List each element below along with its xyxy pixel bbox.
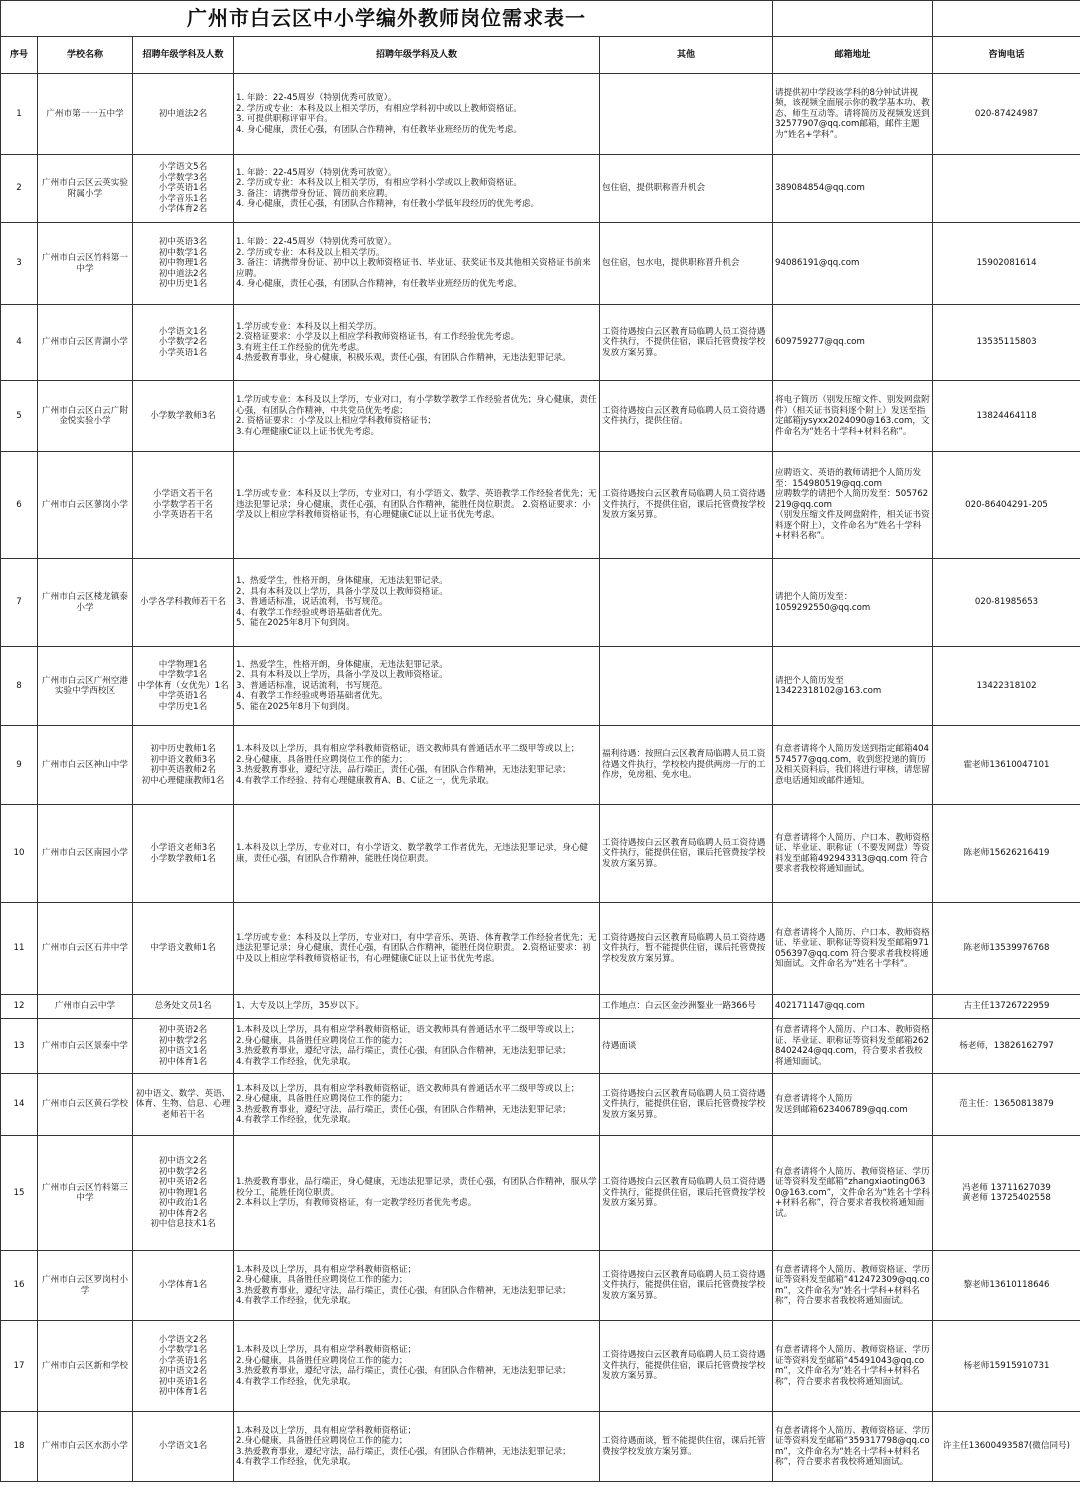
phone-cell: 020-81985653 (933, 559, 1080, 647)
other-cell: 待遇面谈 (600, 1019, 773, 1074)
requirements-cell: 1.本科及以上学历，具有相应学科教师资格证； 2.身心健康，具备胜任应聘岗位工作的能力； 3.热爱教育事业，遵纪守法，品行端正，责任心强，有团队合作精神，无违法犯罪记录； 4.有教学工作经验，优先录取。 (234, 1251, 600, 1321)
phone-cell: 13422318102 (933, 647, 1080, 726)
table-row (1, 1412, 1080, 1482)
other-cell: 福利待遇：按照白云区教育局临聘人员工资待遇文件执行，学校校内提供两房一厅的工作房，免房租、免水电。 (600, 726, 773, 805)
other-cell: 包住宿，提供职称晋升机会 (600, 155, 773, 223)
other-cell: 工资待遇按白云区教育局临聘人员工资待遇文件执行，能提供住宿，课后托管费按学校发放方案另算。 (600, 1074, 773, 1136)
subjects-cell: 小学语文1名 (133, 1412, 234, 1482)
other-cell: 工资待遇按白云区教育局临聘人员工资待遇文件执行，能提供住宿，课后托管费按学校发放方案另算。 (600, 1251, 773, 1321)
phone-cell: 黎老师13610118646 (933, 1251, 1080, 1321)
table-row (1, 903, 1080, 995)
header-row (1, 37, 1080, 74)
phone-cell: 杨老师，13826162797 (933, 1019, 1080, 1074)
email-cell: 请提供初中学段该学科的8分钟试讲视频，该视频全面展示你的教学基本功、教态、师生互动等。请将简历及视频发送到32577907@qq.com邮箱，邮件主题为“姓名+学科”。 (773, 74, 933, 155)
phone-cell: 陈老师13539976768 (933, 903, 1080, 995)
phone-cell: 020-86404291-205 (933, 452, 1080, 559)
requirements-cell: 1、大专及以上学历，35岁以下。 (234, 995, 600, 1019)
email-cell: 请把个人简历发至 13422318102@163.com (773, 647, 933, 726)
email-cell: 应聘语文、英语的教师请把个人简历发至：154980519@qq.com 应聘数学的请把个人简历发至：505762219@qq.com （别发压缩文件及网盘附件，相关证书资料逐个附上），文件命名为“姓名十学科+材料名称”。 (773, 452, 933, 559)
phone-cell: 陈老师15626216419 (933, 805, 1080, 903)
requirements-cell: 1.学历或专业：本科及以上学历，专业对口，有小学语文、数学、英语教学工作经验者优先；无违法犯罪记录；身心健康，责任心强，有团队合作精神，能胜任岗位职责。 2.资格证要求：小学及以上相应学科教师资格证书，有心理健康C证以上证书优先考虑。 (234, 452, 600, 559)
school-name: 广州市白云区南园小学 (38, 805, 133, 903)
phone-cell: 古主任13726722959 (933, 995, 1080, 1019)
row-no: 4 (1, 305, 38, 381)
email-cell: 有意者请将个人简历发送到指定邮箱404574577@qq.com，收到您投递的简历及相关资料后，我们将进行审核，请您留意电话通知或邮件通知。 (773, 726, 933, 805)
email-cell: 有意者请将个人简历、教师资格证、学历证等资料发至邮箱“359317798@qq.com”，文件命名为“姓名十学科+材料名称”，符合要求者我校将通知面试。 (773, 1412, 933, 1482)
requirements-cell: 1.学历或专业：本科及以上相关学历。 2.资格证要求：小学及以上相应学科教师资格证书，有工作经验优先考虑。 3.有班主任工作经验的优先考虑。 4.热爱教育事业，身心健康，积极乐观，责任心强，有团队合作精神，无违法犯罪记录。 (234, 305, 600, 381)
school-name: 广州市白云区云英实验附属小学 (38, 155, 133, 223)
other-cell: 工作地点：白云区金沙洲鏊业一路366号 (600, 995, 773, 1019)
row-no: 17 (1, 1321, 38, 1412)
table-row (1, 1136, 1080, 1251)
row-no: 1 (1, 74, 38, 155)
phone-cell: 020-87424987 (933, 74, 1080, 155)
subjects-cell: 中学物理1名 中学数学1名 中学体育（女优先）1名 中学英语1名 中学历史1名 (133, 647, 234, 726)
row-no: 18 (1, 1412, 38, 1482)
school-name: 广州市白云区竹料第三中学 (38, 1136, 133, 1251)
subjects-cell: 初中语文2名 初中数学2名 初中英语2名 初中物理1名 初中政治1名 初中体育2名 初中信息技术1名 (133, 1136, 234, 1251)
row-no: 13 (1, 1019, 38, 1074)
phone-cell: 13824464118 (933, 381, 1080, 452)
phone-cell (933, 155, 1080, 223)
email-cell: 有意者请将个人简历、教师资格证、学历证等资料发至邮箱“45491043@qq.com”，文件命名为“姓名十学科+材料名称”，符合要求者我校将通知面试。 (773, 1321, 933, 1412)
table-row (1, 647, 1080, 726)
table-row (1, 805, 1080, 903)
school-name: 广州市白云区青湖小学 (38, 305, 133, 381)
requirements-cell: 1、热爱学生，性格开朗，身体健康，无违法犯罪记录。 2、具有本科及以上学历，具备小学及以上教师资格证。 3、普通话标准，说话流利，书写规范。 4、有教学工作经验或粤语基础者优先。 5、能在2025年8月下旬到岗。 (234, 559, 600, 647)
row-no: 7 (1, 559, 38, 647)
header-other: 其他 (600, 37, 773, 74)
subjects-cell: 总务处文员1名 (133, 995, 234, 1019)
other-cell: 工资待遇面谈，暂不能提供住宿，课后托管费按学校发放方案另算。 (600, 1412, 773, 1482)
subjects-cell: 小学语文老师3名 小学数学教师1名 (133, 805, 234, 903)
requirements-cell: 1、热爱学生，性格开朗，身体健康，无违法犯罪记录。 2、具有本科及以上学历，具备小学及以上教师资格证。 3、普通话标准，说话流利，书写规范。 4、有教学工作经验或粤语基础者优先。 5、能在2025年8月下旬到岗。 (234, 647, 600, 726)
school-name: 广州市第一一五中学 (38, 74, 133, 155)
page-title: 广州市白云区中小学编外教师岗位需求表一 (1, 1, 773, 37)
subjects-cell: 小学语文若干名 小学数学若干名 小学英语若干名 (133, 452, 234, 559)
email-cell: 有意者请将个人简历、户口本、教师资格证、毕业证、职称证（不要发网盘）等资料发至邮箱492943313@qq.com 符合要求者我校将通知面试。 (773, 805, 933, 903)
title-empty-cell (773, 1, 933, 37)
other-cell: 工资待遇按白云区教育局临聘人员工资待遇文件执行，不提供住宿，课后托管费按学校发放方案另算。 (600, 452, 773, 559)
table-row (1, 1251, 1080, 1321)
subjects-cell: 小学各学科教师若干名 (133, 559, 234, 647)
phone-cell: 杨老师15915910731 (933, 1321, 1080, 1412)
requirements-cell: 1.学历或专业：本科及以上学历，专业对口，有小学数学教学工作经验者优先；身心健康，责任心强，有团队合作精神，中共党员优先考虑； 2. 资格证要求：小学及以上相应学科教师资格证书； 3.有心理健康C证以上证书优先考虑。 (234, 381, 600, 452)
phone-cell: 冯老师 13711627039 黄老师 13725402558 (933, 1136, 1080, 1251)
header-phone: 咨询电话 (933, 37, 1080, 74)
requirements-cell: 1. 年龄：22-45周岁（特别优秀可放宽）。 2. 学历或专业：本科及以上相关学历。 3. 备注：请携带身份证、初中以上教师资格证书、毕业证、获奖证书及其他相关资格证书前来应聘。 4. 身心健康，责任心强，有团队合作精神，有任教毕业班经历的优先考虑。 (234, 223, 600, 305)
email-cell: 有意者请将个人简历、教师资格证、学历证等资料发至邮箱“zhangxiaoting0630@163.com”，文件命名为“姓名十学科+材料名称”，符合要求者我校将通知面试。 (773, 1136, 933, 1251)
subjects-cell: 小学体育1名 (133, 1251, 234, 1321)
table-row (1, 726, 1080, 805)
school-name: 广州市白云区景泰中学 (38, 1019, 133, 1074)
email-cell: 请把个人简历发至： 1059292550@qq.com (773, 559, 933, 647)
requirements-cell: 1.本科及以上学历，具有相应学科教师资格证； 2.身心健康，具备胜任应聘岗位工作的能力； 3.热爱教育事业，遵纪守法，品行端正，责任心强，有团队合作精神，无违法犯罪记录； 4.有教学工作经验，优先录取。 (234, 1321, 600, 1412)
school-name: 广州市白云区白云广附金悦实验小学 (38, 381, 133, 452)
row-no: 15 (1, 1136, 38, 1251)
header-no: 序号 (1, 37, 38, 74)
school-name: 广州市白云区神山中学 (38, 726, 133, 805)
email-cell: 402171147@qq.com (773, 995, 933, 1019)
school-name: 广州市白云区水沥小学 (38, 1412, 133, 1482)
requirements-cell: 1.本科及以上学历，具有相应学科教师资格证，语文教师具有普通话水平二级甲等或以上； 2.身心健康，具备胜任应聘岗位工作的能力； 3.热爱教育事业，遵纪守法，品行端正，责任心强，有团队合作精神，无违法犯罪记录； 4.有教学工作经验、持有心理健康教育A、B、C证之一，优先录取。 (234, 726, 600, 805)
subjects-cell: 小学语文1名 小学数学2名 小学英语1名 (133, 305, 234, 381)
subjects-cell: 初中语文、数学、英语、体育、生物、信息、心理老师若干名 (133, 1074, 234, 1136)
subjects-cell: 小学语文2名 小学数学1名 小学英语1名 初中语文2名 初中英语1名 初中体育1名 (133, 1321, 234, 1412)
table-row (1, 155, 1080, 223)
row-no: 12 (1, 995, 38, 1019)
email-cell: 将电子简历（别发压缩文件、别发网盘附件）（相关证书资料逐个附上）发送至指定邮箱jysyxx2024090@163.com，文件命名为“姓名十学科+材料名称”。 (773, 381, 933, 452)
row-no: 10 (1, 805, 38, 903)
table-row (1, 1074, 1080, 1136)
table-row (1, 559, 1080, 647)
phone-cell: 范主任：13650813879 (933, 1074, 1080, 1136)
table-row (1, 223, 1080, 305)
email-cell: 94086191@qq.com (773, 223, 933, 305)
subjects-cell: 初中英语3名 初中数学1名 初中物理1名 初中道法2名 初中历史1名 (133, 223, 234, 305)
table-row (1, 381, 1080, 452)
email-cell: 有意者请将个人简历、教师资格证、学历证等资料发至邮箱“412472309@qq.com”，文件命名为“姓名十学科+材料名称”，符合要求者我校将通知面试。 (773, 1251, 933, 1321)
other-cell: 工资待遇按白云区教育局临聘人员工资待遇文件执行，提供住宿。 (600, 381, 773, 452)
requirements-cell: 1. 年龄：22-45周岁（特别优秀可放宽）。 2. 学历或专业：本科及以上相关学历，有相应学科小学或以上教师资格证。 3. 备注：请携带身份证、简历前来应聘。 4. 身心健康，责任心强，有团队合作精神，有任教小学低年段经历的优先考虑。 (234, 155, 600, 223)
row-no: 8 (1, 647, 38, 726)
phone-cell: 13535115803 (933, 305, 1080, 381)
school-name: 广州市白云区罗岗村小学 (38, 1251, 133, 1321)
table-row (1, 995, 1080, 1019)
other-cell: 工资待遇按白云区教育局临聘人员工资待遇文件执行，能提供住宿，课后托管费按学校发放方案另算。 (600, 805, 773, 903)
requirements-cell: 1.本科及以上学历，专业对口，有小学语文、数学教学工作者优先，无违法犯罪记录，身心健康，责任心强，有团队合作精神，能胜任岗位职责。 (234, 805, 600, 903)
header-school: 学校名称 (38, 37, 133, 74)
row-no: 6 (1, 452, 38, 559)
email-cell: 609759277@qq.com (773, 305, 933, 381)
row-no: 16 (1, 1251, 38, 1321)
school-name: 广州市白云区新和学校 (38, 1321, 133, 1412)
school-name: 广州市白云区竹料第一中学 (38, 223, 133, 305)
phone-cell: 15902081614 (933, 223, 1080, 305)
subjects-cell: 初中道法2名 (133, 74, 234, 155)
row-no: 5 (1, 381, 38, 452)
school-name: 广州市白云区楼龙镇泰小学 (38, 559, 133, 647)
header-email: 邮箱地址 (773, 37, 933, 74)
school-name: 广州市白云区蓼岗小学 (38, 452, 133, 559)
email-cell: 有意者请将个人简历、户口本、教师资格证、毕业证、职称证等资料发至邮箱2628402424@qq.com，符合要求者我校将通知面试。 (773, 1019, 933, 1074)
school-name: 广州市白云区石井中学 (38, 903, 133, 995)
requirements-cell: 1.本科及以上学历，具有相应学科教师资格证； 2.身心健康，具备胜任应聘岗位工作的能力； 3.热爱教育事业，遵纪守法，品行端正，责任心强，有团队合作精神，无违法犯罪记录； 4.有教学工作经验，优先录取。 (234, 1412, 600, 1482)
row-no: 9 (1, 726, 38, 805)
row-no: 2 (1, 155, 38, 223)
row-no: 11 (1, 903, 38, 995)
other-cell: 包住宿，包水电，提供职称晋升机会 (600, 223, 773, 305)
subjects-cell: 初中历史教师1名 初中语文教师3名 初中英语教师2名 初中心理健康教师1名 (133, 726, 234, 805)
other-cell (600, 647, 773, 726)
table-row (1, 1019, 1080, 1074)
table-row (1, 1321, 1080, 1412)
email-cell: 有意者请将个人简历 发送到邮箱623406789@qq.com (773, 1074, 933, 1136)
title-row (1, 1, 1080, 37)
requirements-cell: 1.本科及以上学历，具有相应学科教师资格证，语文教师具有普通话水平二级甲等或以上； 2.身心健康，具备胜任应聘岗位工作的能力； 3.热爱教育事业，遵纪守法，品行端正，责任心强，有团队合作精神，无违法犯罪记录； 4.有教学工作经验，优先录取。 (234, 1074, 600, 1136)
table-row (1, 74, 1080, 155)
other-cell (600, 74, 773, 155)
table-row (1, 305, 1080, 381)
email-cell: 389084854@qq.com (773, 155, 933, 223)
phone-cell: 霍老师13610047101 (933, 726, 1080, 805)
header-requirements: 招聘年级学科及人数 (234, 37, 600, 74)
subjects-cell: 小学语文5名 小学数学3名 小学英语1名 小学音乐1名 小学体育2名 (133, 155, 234, 223)
other-cell: 工资待遇按白云区教育局临聘人员工资待遇文件执行，能提供住宿，课后托管费按学校发放方案另算。 (600, 1321, 773, 1412)
requirements-cell: 1.本科及以上学历，具有相应学科教师资格证，语文教师具有普通话水平二级甲等或以上； 2.身心健康，具备胜任应聘岗位工作的能力； 3.热爱教育事业，遵纪守法，品行端正，责任心强，有团队合作精神，无违法犯罪记录； 4.有教学工作经验，优先录取。 (234, 1019, 600, 1074)
phone-cell: 许主任13600493587(微信同号) (933, 1412, 1080, 1482)
row-no: 14 (1, 1074, 38, 1136)
subjects-cell: 中学语文教师1名 (133, 903, 234, 995)
subjects-cell: 初中英语2名 初中数学2名 初中语文1名 初中体育1名 (133, 1019, 234, 1074)
other-cell (600, 559, 773, 647)
other-cell: 工资待遇按白云区教育局临聘人员工资待遇文件执行，不提供住宿，课后托管费按学校发放方案另算。 (600, 305, 773, 381)
requirements-cell: 1.热爱教育事业，品行端正，身心健康，无违法犯罪记录，责任心强，有团队合作精神，服从学校分工，能胜任岗位职责。 2.本科以上学历，有教师资格证，有一定教学经历者优先考虑。 (234, 1136, 600, 1251)
school-name: 广州市白云区广州空港实验中学西校区 (38, 647, 133, 726)
table-row (1, 452, 1080, 559)
school-name: 广州市白云中学 (38, 995, 133, 1019)
subjects-cell: 小学数学教师3名 (133, 381, 234, 452)
requirements-cell: 1. 年龄：22-45周岁（特别优秀可放宽）。 2. 学历或专业：本科及以上相关学历，有相应学科初中或以上教师资格证。 3. 可提供职称评审平台。 4. 身心健康，责任心强，有团队合作精神，有任教毕业班经历的优先考虑。 (234, 74, 600, 155)
other-cell: 工资待遇按白云区教育局临聘人员工资待遇文件执行，暂不能提供住宿，课后托管费按学校发放方案另算。 (600, 903, 773, 995)
email-cell: 有意者请将个人简历、户口本、教师资格证、毕业证、职称证等资料发至邮箱971056397@qq.com 符合要求者我校将通知面试。文件命名为“姓名十学科”。 (773, 903, 933, 995)
row-no: 3 (1, 223, 38, 305)
requirements-cell: 1.学历或专业：本科及以上学历，专业对口，有中学音乐、英语、体育教学工作经验者优先；无违法犯罪记录；身心健康，责任心强，有团队合作精神，能胜任岗位职责。 2.资格证要求：初中及以上相应学科教师资格证书，有心理健康C证以上证书优先考虑。 (234, 903, 600, 995)
header-subjects: 招聘年级学科及人数 (133, 37, 234, 74)
title-empty-cell (933, 1, 1080, 37)
school-name: 广州市白云区黄石学校 (38, 1074, 133, 1136)
other-cell: 工资待遇按白云区教育局临聘人员工资待遇文件执行，能提供住宿，课后托管费按学校发放方案另算。 (600, 1136, 773, 1251)
